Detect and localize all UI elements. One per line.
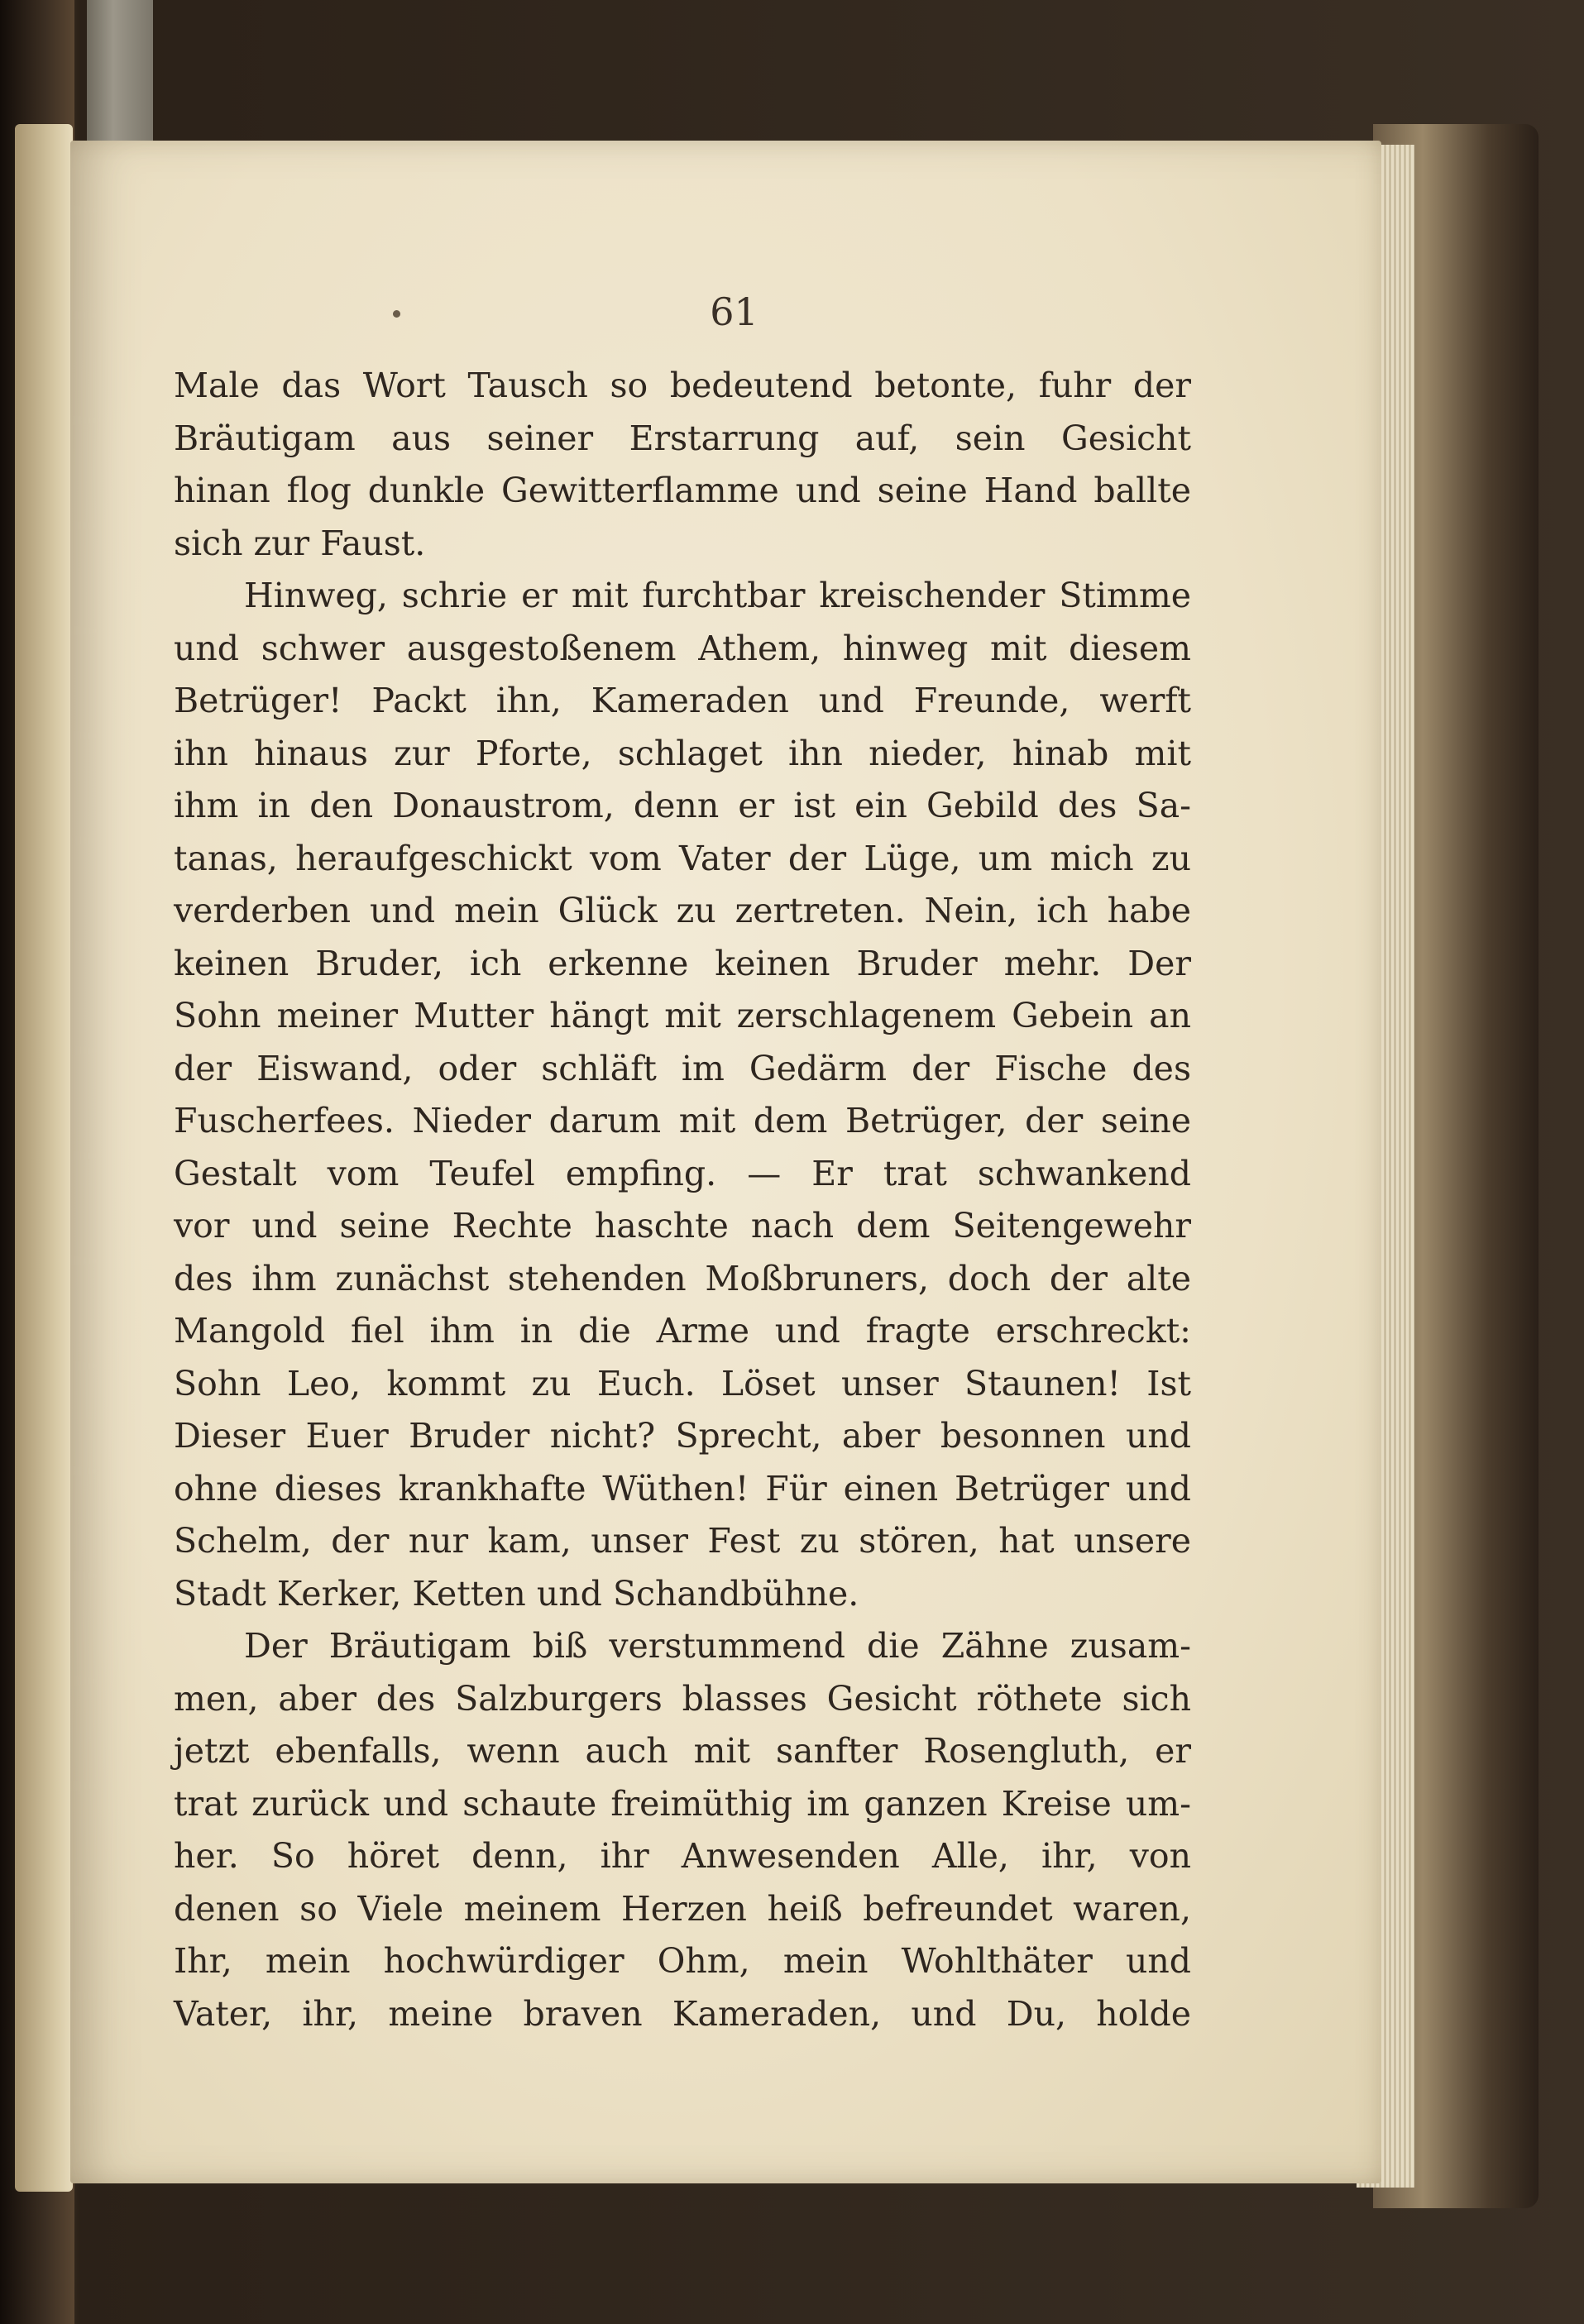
text-line: des ihm zunächst stehenden Moßbruners, doch der alte: [174, 1258, 1191, 1298]
text-line: Stadt Kerker, Ketten und Schandbühne.: [174, 1573, 859, 1614]
text-line: vor und seine Rechte haschte nach dem Seitengewehr: [174, 1206, 1191, 1246]
text-line: Betrüger! Packt ihn, Kameraden und Freunde, werft: [174, 681, 1191, 720]
page-number: 61: [710, 289, 759, 334]
text-line: Mangold fiel ihm in die Arme und fragte erschreckt:: [174, 1311, 1191, 1351]
text-line: Gestalt vom Teufel empfing. — Er trat schwankend: [174, 1153, 1191, 1193]
text-line: keinen Bruder, ich erkenne keinen Bruder mehr. Der: [174, 943, 1191, 983]
text-line: verderben und mein Glück zu zertreten. Nein, ich habe: [174, 891, 1191, 930]
bookmark-ribbon: [87, 0, 153, 153]
text-line: Bräutigam aus seiner Erstarrung auf, sein Gesicht: [174, 418, 1191, 458]
text-line: der Eiswand, oder schläft im Gedärm der Fische des: [174, 1048, 1191, 1088]
text-line: Schelm, der nur kam, unser Fest zu stören, hat unsere: [174, 1521, 1191, 1561]
book-page: [70, 141, 1381, 2183]
left-page-edge: [15, 124, 73, 2192]
text-line: Hinweg, schrie er mit furchtbar kreischender Stimme: [244, 576, 1191, 615]
text-line: Dieser Euer Bruder nicht? Sprecht, aber besonnen und: [174, 1416, 1191, 1456]
text-line: Ihr, mein hochwürdiger Ohm, mein Wohlthäter und: [174, 1941, 1191, 1981]
text-line: her. So höret denn, ihr Anwesenden Alle, ihr, von: [174, 1836, 1191, 1876]
text-line: hinan flog dunkle Gewitterflamme und seine Hand ballte: [174, 471, 1191, 510]
text-line: men, aber des Salzburgers blasses Gesicht röthete sich: [174, 1678, 1191, 1719]
text-line: jetzt ebenfalls, wenn auch mit sanfter Rosengluth, er: [174, 1731, 1191, 1771]
text-line: trat zurück und schaute freimüthig im ganzen Kreise um-: [174, 1783, 1191, 1824]
text-line: ihm in den Donaustrom, denn er ist ein Gebild des Sa-: [174, 786, 1191, 825]
text-line: Vater, ihr, meine braven Kameraden, und Du, holde: [174, 1993, 1191, 2034]
text-line: Male das Wort Tausch so bedeutend betonte, fuhr der: [174, 366, 1191, 405]
text-line: Sohn Leo, kommt zu Euch. Löset unser Staunen! Ist: [174, 1363, 1191, 1403]
text-line: sich zur Faust.: [174, 523, 426, 563]
text-line: ohne dieses krankhafte Wüthen! Für einen Betrüger und: [174, 1468, 1191, 1509]
page-text: [174, 360, 1191, 2040]
text-line: denen so Viele meinem Herzen heiß befreundet waren,: [174, 1888, 1191, 1929]
text-line: Fuscherfees. Nieder darum mit dem Betrüger, der seine: [174, 1101, 1191, 1140]
text-line: Sohn meiner Mutter hängt mit zerschlagenem Gebein an: [174, 996, 1191, 1035]
text-line: Der Bräutigam biß verstummend die Zähne zusam-: [244, 1626, 1191, 1666]
text-line: ihn hinaus zur Pforte, schlaget ihn nieder, hinab mit: [174, 733, 1191, 773]
text-line: und schwer ausgestoßenem Athem, hinweg mit diesem: [174, 628, 1191, 668]
text-line: tanas, heraufgeschickt vom Vater der Lüge, um mich zu: [174, 838, 1191, 878]
